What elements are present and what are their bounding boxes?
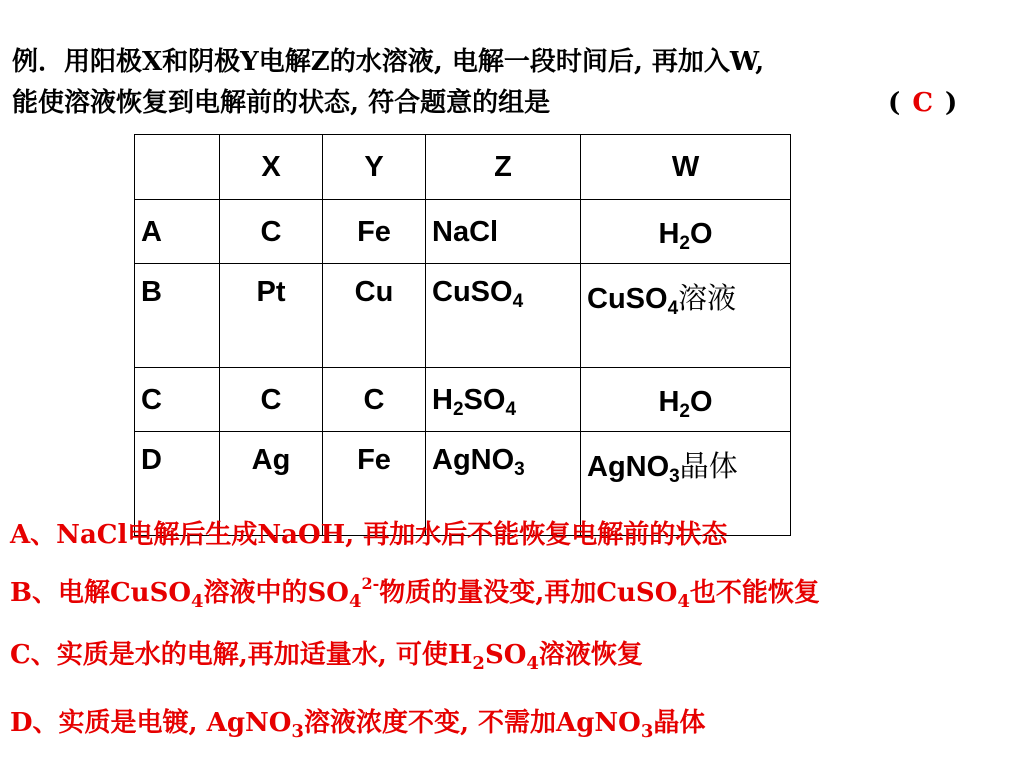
header-cell-x: X: [220, 135, 323, 200]
question-line-2: [12, 83, 1012, 124]
row-label: C: [135, 368, 220, 432]
cell-y: Fe: [323, 200, 426, 264]
cell-y: Fe: [323, 432, 426, 536]
question-line-1: 例．用阳极X和阴极Y电解Z的水溶液, 电解一段时间后, 再加入W,: [12, 47, 765, 77]
question-line-2-text: 能使溶液恢复到电解前的状态, 符合题意的组是: [12, 88, 551, 118]
cell-y: Cu: [323, 264, 426, 368]
answer-bracket: [888, 83, 957, 124]
row-label: A: [135, 200, 220, 264]
row-label: B: [135, 264, 220, 368]
header-cell-w: W: [581, 135, 791, 200]
note-d: D、实质是电镀, AgNO$_3$溶液浓度不变, 不需加AgNO$_3$晶体: [10, 708, 706, 742]
cell-z: $H_2SO_4$: [426, 368, 581, 432]
cell-z: AgNO$_3$: [426, 432, 581, 536]
cell-x: Ag: [220, 432, 323, 536]
cell-y: C: [323, 368, 426, 432]
options-table: [134, 134, 791, 536]
cell-w: $H_2O$: [581, 368, 791, 432]
cell-z: NaCl: [426, 200, 581, 264]
table-row: [135, 264, 791, 368]
cell-w: $H_2O$: [581, 200, 791, 264]
note-c: C、实质是水的电解,再加适量水, 可使$H_2SO_4$溶液恢复: [10, 640, 643, 674]
cell-x: Pt: [220, 264, 323, 368]
note-b: B、电解CuSO$_4$溶液中的$SO_4^{2-}$物质的量没变,再加CuSO$_4$也不能恢复: [10, 574, 820, 612]
cell-x: C: [220, 200, 323, 264]
table-row: [135, 200, 791, 264]
answer-paren-open: (: [888, 88, 901, 118]
question-text: [12, 42, 1012, 124]
note-a: A、NaCl电解后生成NaOH, 再加水后不能恢复电解前的状态: [10, 520, 728, 550]
row-label: D: [135, 432, 220, 536]
cell-w: AgNO$_3$晶体: [581, 432, 791, 536]
cell-z: CuSO$_4$: [426, 264, 581, 368]
header-cell-empty: [135, 135, 220, 200]
answer-letter: C: [912, 88, 934, 118]
cell-w: CuSO$_4$溶液: [581, 264, 791, 368]
table-row: [135, 368, 791, 432]
table-header-row: [135, 135, 791, 200]
header-cell-y: Y: [323, 135, 426, 200]
header-cell-z: Z: [426, 135, 581, 200]
cell-x: C: [220, 368, 323, 432]
answer-paren-close: ): [945, 88, 958, 118]
